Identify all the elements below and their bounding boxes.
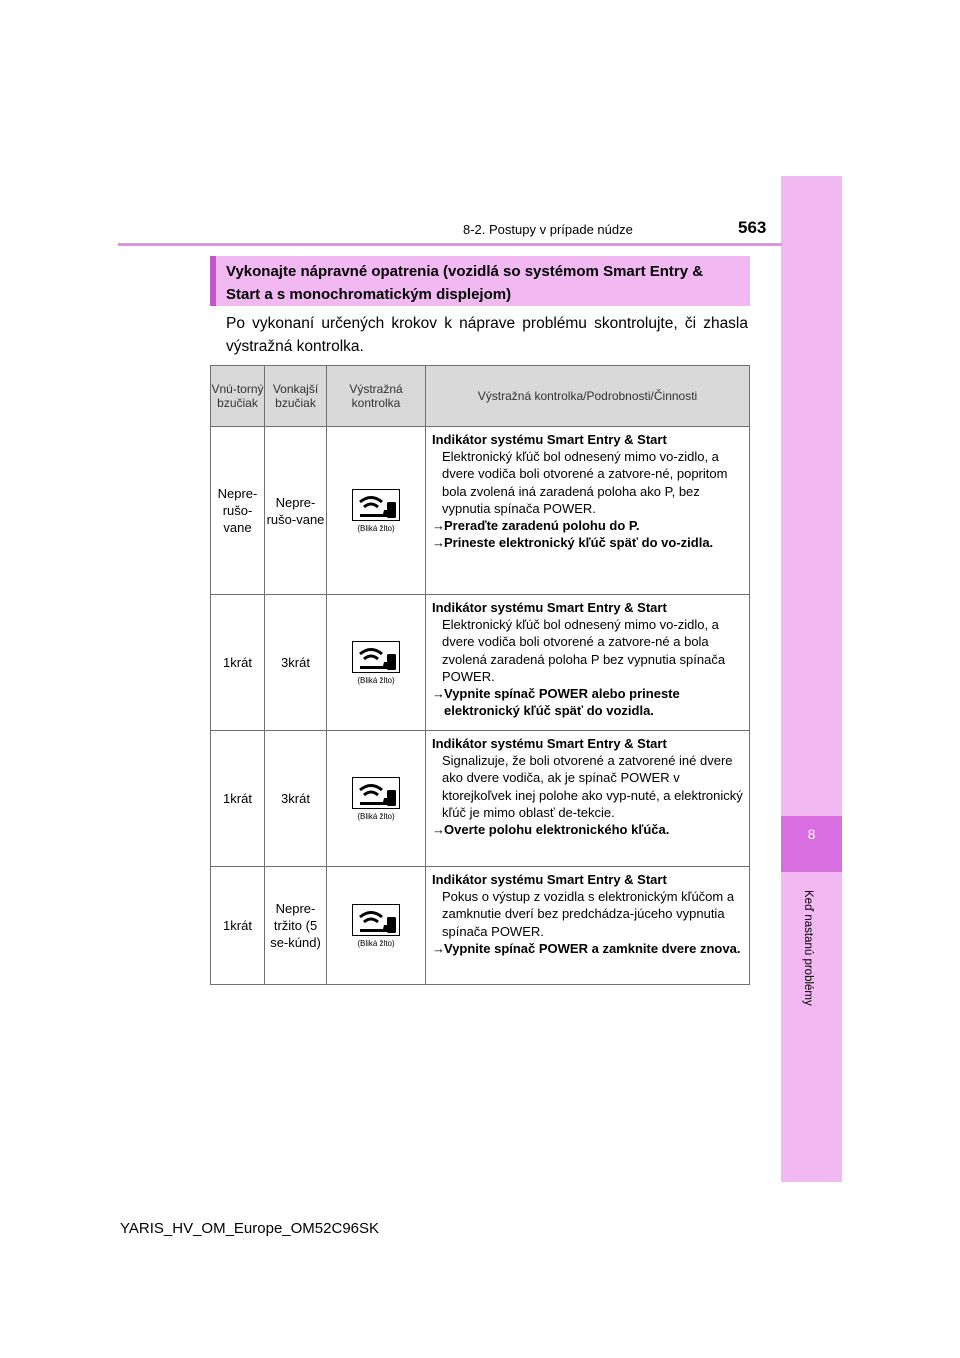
chapter-tab-marker — [781, 816, 842, 872]
detail-action: →Vypnite spínač POWER alebo prineste elektronický kľúč späť do vozidla. — [432, 686, 680, 719]
section-title: 8-2. Postupy v prípade núdze — [463, 222, 633, 237]
smart-key-warning-icon — [352, 489, 400, 521]
header-external-buzzer: Vonkajší bzučiak — [265, 366, 327, 427]
table-row — [211, 427, 750, 595]
detail-title: Indikátor systému Smart Entry & Start — [432, 600, 667, 615]
lamp-label: (Bliká žlto) — [357, 938, 395, 948]
details-cell — [426, 595, 750, 731]
lamp-cell — [327, 595, 426, 731]
header-warning-lamp: Výstražná kontrolka — [327, 366, 426, 427]
smart-key-warning-icon — [352, 904, 400, 936]
details-cell — [426, 867, 750, 985]
header-details: Výstražná kontrolka/Podrobnosti/Činnosti — [426, 366, 750, 427]
details-cell — [426, 427, 750, 595]
external-buzzer-cell: 3krát — [265, 731, 327, 867]
header-rule — [118, 243, 782, 246]
smart-key-warning-icon — [352, 777, 400, 809]
chapter-number: 8 — [807, 826, 816, 842]
intro-paragraph: Po vykonaní určených krokov k náprave problému skontrolujte, či zhasla výstražná kontrolka. — [226, 315, 748, 355]
detail-action: →Vypnite spínač POWER a zamknite dvere znova. — [432, 940, 741, 956]
internal-buzzer-cell: 1krát — [211, 867, 265, 985]
detail-body: Signalizuje, že boli otvorené a zatvorené iné dvere ako dvere vodiča, ak je spínač POWER v ktorejkoľvek inej polohe ako vyp-nuté, a elektronický kľúč je mimo oblasť de-tekcie. — [442, 753, 743, 820]
callout-heading: Vykonajte nápravné opatrenia (vozidlá so systémom Smart Entry & Start a s monochromatickým displejom) — [210, 256, 750, 306]
warning-table — [210, 365, 750, 985]
lamp-label: (Bliká žlto) — [357, 523, 395, 533]
chapter-title: Keď nastanú problémy — [802, 890, 814, 1006]
internal-buzzer-cell: Nepre-rušo-vane — [211, 427, 265, 595]
detail-body: Elektronický kľúč bol odnesený mimo vo-zidlo, a dvere vodiča boli otvorené a zatvore-né, popritom bola zvolená iná zaradená poloha ako P, bez vypnutia spínača POWER. — [442, 449, 728, 516]
external-buzzer-cell: Nepre-rušo-vane — [265, 427, 327, 595]
detail-title: Indikátor systému Smart Entry & Start — [432, 872, 667, 887]
external-buzzer-cell: 3krát — [265, 595, 327, 731]
lamp-label: (Bliká žlto) — [357, 675, 395, 685]
table-header-row — [211, 366, 750, 427]
lamp-label: (Bliká žlto) — [357, 811, 395, 821]
lamp-cell — [327, 427, 426, 595]
details-cell — [426, 731, 750, 867]
internal-buzzer-cell: 1krát — [211, 595, 265, 731]
arrow-icon: → — [432, 535, 445, 551]
arrow-icon: → — [432, 686, 445, 702]
arrow-icon: → — [432, 518, 445, 534]
document-footer: YARIS_HV_OM_Europe_OM52C96SK — [120, 1220, 380, 1237]
detail-action: →Preraďte zaradenú polohu do P. — [432, 518, 640, 534]
arrow-icon: → — [432, 822, 445, 838]
detail-title: Indikátor systému Smart Entry & Start — [432, 432, 667, 447]
detail-action: →Overte polohu elektronického kľúča. — [432, 822, 670, 838]
table-row — [211, 867, 750, 985]
table-row — [211, 595, 750, 731]
lamp-cell — [327, 731, 426, 867]
detail-body: Pokus o výstup z vozidla s elektronickým kľúčom a zamknutie dverí bez predchádza-júceho vypnutia spínača POWER. — [442, 889, 735, 939]
table-row — [211, 731, 750, 867]
detail-action: →Prineste elektronický kľúč späť do vo-zidla. — [432, 535, 714, 551]
lamp-cell — [327, 867, 426, 985]
chapter-tab — [781, 176, 842, 1182]
internal-buzzer-cell: 1krát — [211, 731, 265, 867]
external-buzzer-cell: Nepre-tržito (5 se-kúnd) — [265, 867, 327, 985]
arrow-icon: → — [432, 940, 445, 956]
smart-key-warning-icon — [352, 641, 400, 673]
detail-title: Indikátor systému Smart Entry & Start — [432, 736, 667, 751]
page-number: 563 — [738, 218, 767, 237]
detail-body: Elektronický kľúč bol odnesený mimo vo-zidlo, a dvere vodiča boli otvorené a zatvore-né a bola zvolená zaradená poloha P bez vypnutia spínača POWER. — [442, 617, 726, 684]
header-internal-buzzer: Vnú-torný bzučiak — [211, 366, 265, 427]
